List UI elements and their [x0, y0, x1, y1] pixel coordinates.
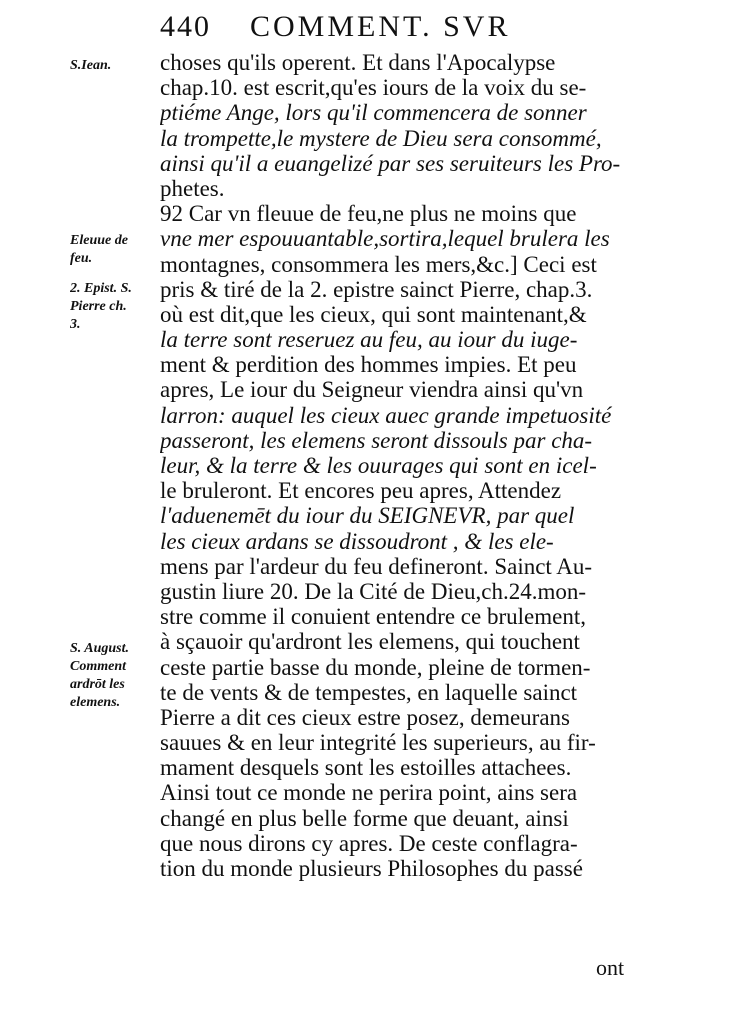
margin-note-epistre-pierre: [70, 280, 162, 334]
margin-note-line: 3.: [70, 317, 81, 332]
text-line: phetes.: [160, 175, 225, 201]
text-line: les cieux ardans se dissoudront , & les ele-: [160, 528, 554, 554]
text-line: leur, & la terre & les ouurages qui sont en icel-: [160, 453, 597, 478]
text-line: montagnes, consommera les mers,&c.] Ceci est: [160, 251, 597, 277]
text-line: ptiéme Ange, lors qu'il commencera de sonner: [160, 100, 587, 126]
text-line: passeront, les elemens seront dissouls par cha-: [160, 427, 593, 453]
text-line: mament desquels sont les estoilles attachees.: [160, 755, 572, 781]
text-line: choses qu'ils operent. Et dans l'Apocalypse: [160, 50, 556, 75]
text-line: stre comme il conuient entendre ce brulement,: [160, 604, 586, 630]
margin-note-line: 2. Epist. S.: [70, 281, 132, 296]
margin-note-fleuve-de-feu: [70, 232, 162, 268]
text-line: ceste partie basse du monde, pleine de tormen-: [160, 654, 591, 680]
text-line: sauues & en leur integrité les superieurs, au fir-: [160, 730, 596, 756]
text-line: ainsi qu'il a euangelizé par ses seruiteurs les Pro-: [160, 150, 621, 176]
text-line: 92 Car vn fleuue de feu,ne plus ne moins que: [160, 201, 577, 227]
margin-note-line: S.Iean.: [70, 58, 112, 73]
text-line: apres, Le iour du Seigneur viendra ainsi qu'vn: [160, 377, 584, 403]
margin-note-line: feu.: [70, 251, 93, 266]
text-line: mens par l'ardeur du feu defineront. Sainct Au-: [160, 553, 593, 579]
text-line: le bruleront. Et encores peu apres, Attendez: [160, 478, 562, 504]
text-line: ment & perdition des hommes impies. Et peu: [160, 352, 577, 378]
margin-note-line: Pierre ch.: [70, 299, 127, 314]
margin-note-line: Eleuue de: [70, 233, 128, 248]
text-line: la terre sont reseruez au feu, au iour du iuge-: [160, 327, 578, 353]
text-line: gustin liure 20. De la Cité de Dieu,ch.24.mon-: [160, 578, 587, 604]
text-line: où est dit,que les cieux, qui sont maintenant,&: [160, 301, 587, 327]
text-line: chap.10. est escrit,qu'es iours de la voix du se-: [160, 75, 587, 101]
catchword: ont: [596, 955, 625, 980]
text-line: que nous dirons cy apres. De ceste conflagra-: [160, 830, 578, 856]
page-header: [160, 10, 600, 50]
margin-note-augustin: [70, 640, 162, 712]
page-number: 440: [160, 10, 211, 43]
text-line: à sçauoir qu'ardront les elemens, qui touchent: [160, 629, 580, 655]
text-line: vne mer espouuantable,sortira,lequel brulera les: [160, 226, 610, 252]
text-line: la trompette,le mystere de Dieu sera consommé,: [160, 125, 602, 151]
text-line: te de vents & de tempestes, en laquelle sainct: [160, 679, 578, 705]
text-line: larron: auquel les cieux auec grande impetuosité: [160, 402, 612, 428]
margin-note-line: elemens.: [70, 695, 121, 710]
text-line: Pierre a dit ces cieux estre posez, demeurans: [160, 704, 570, 730]
text-line: l'aduenemēt du iour du SEIGNEVR, par quel: [160, 503, 575, 529]
margin-note-saint-jean: [70, 57, 162, 75]
margin-note-line: ardrōt les: [70, 677, 125, 692]
text-line: tion du monde plusieurs Philosophes du passé: [160, 856, 583, 881]
margin-note-line: S. August.: [70, 641, 130, 656]
body-text: [160, 50, 650, 881]
text-line: pris & tiré de la 2. epistre sainct Pierre, chap.3.: [160, 276, 593, 302]
text-line: changé en plus belle forme que deuant, ainsi: [160, 805, 569, 831]
margin-note-line: Comment: [70, 659, 127, 674]
text-line: Ainsi tout ce monde ne perira point, ains sera: [160, 780, 578, 806]
running-title: COMMENT. SVR: [250, 10, 511, 43]
